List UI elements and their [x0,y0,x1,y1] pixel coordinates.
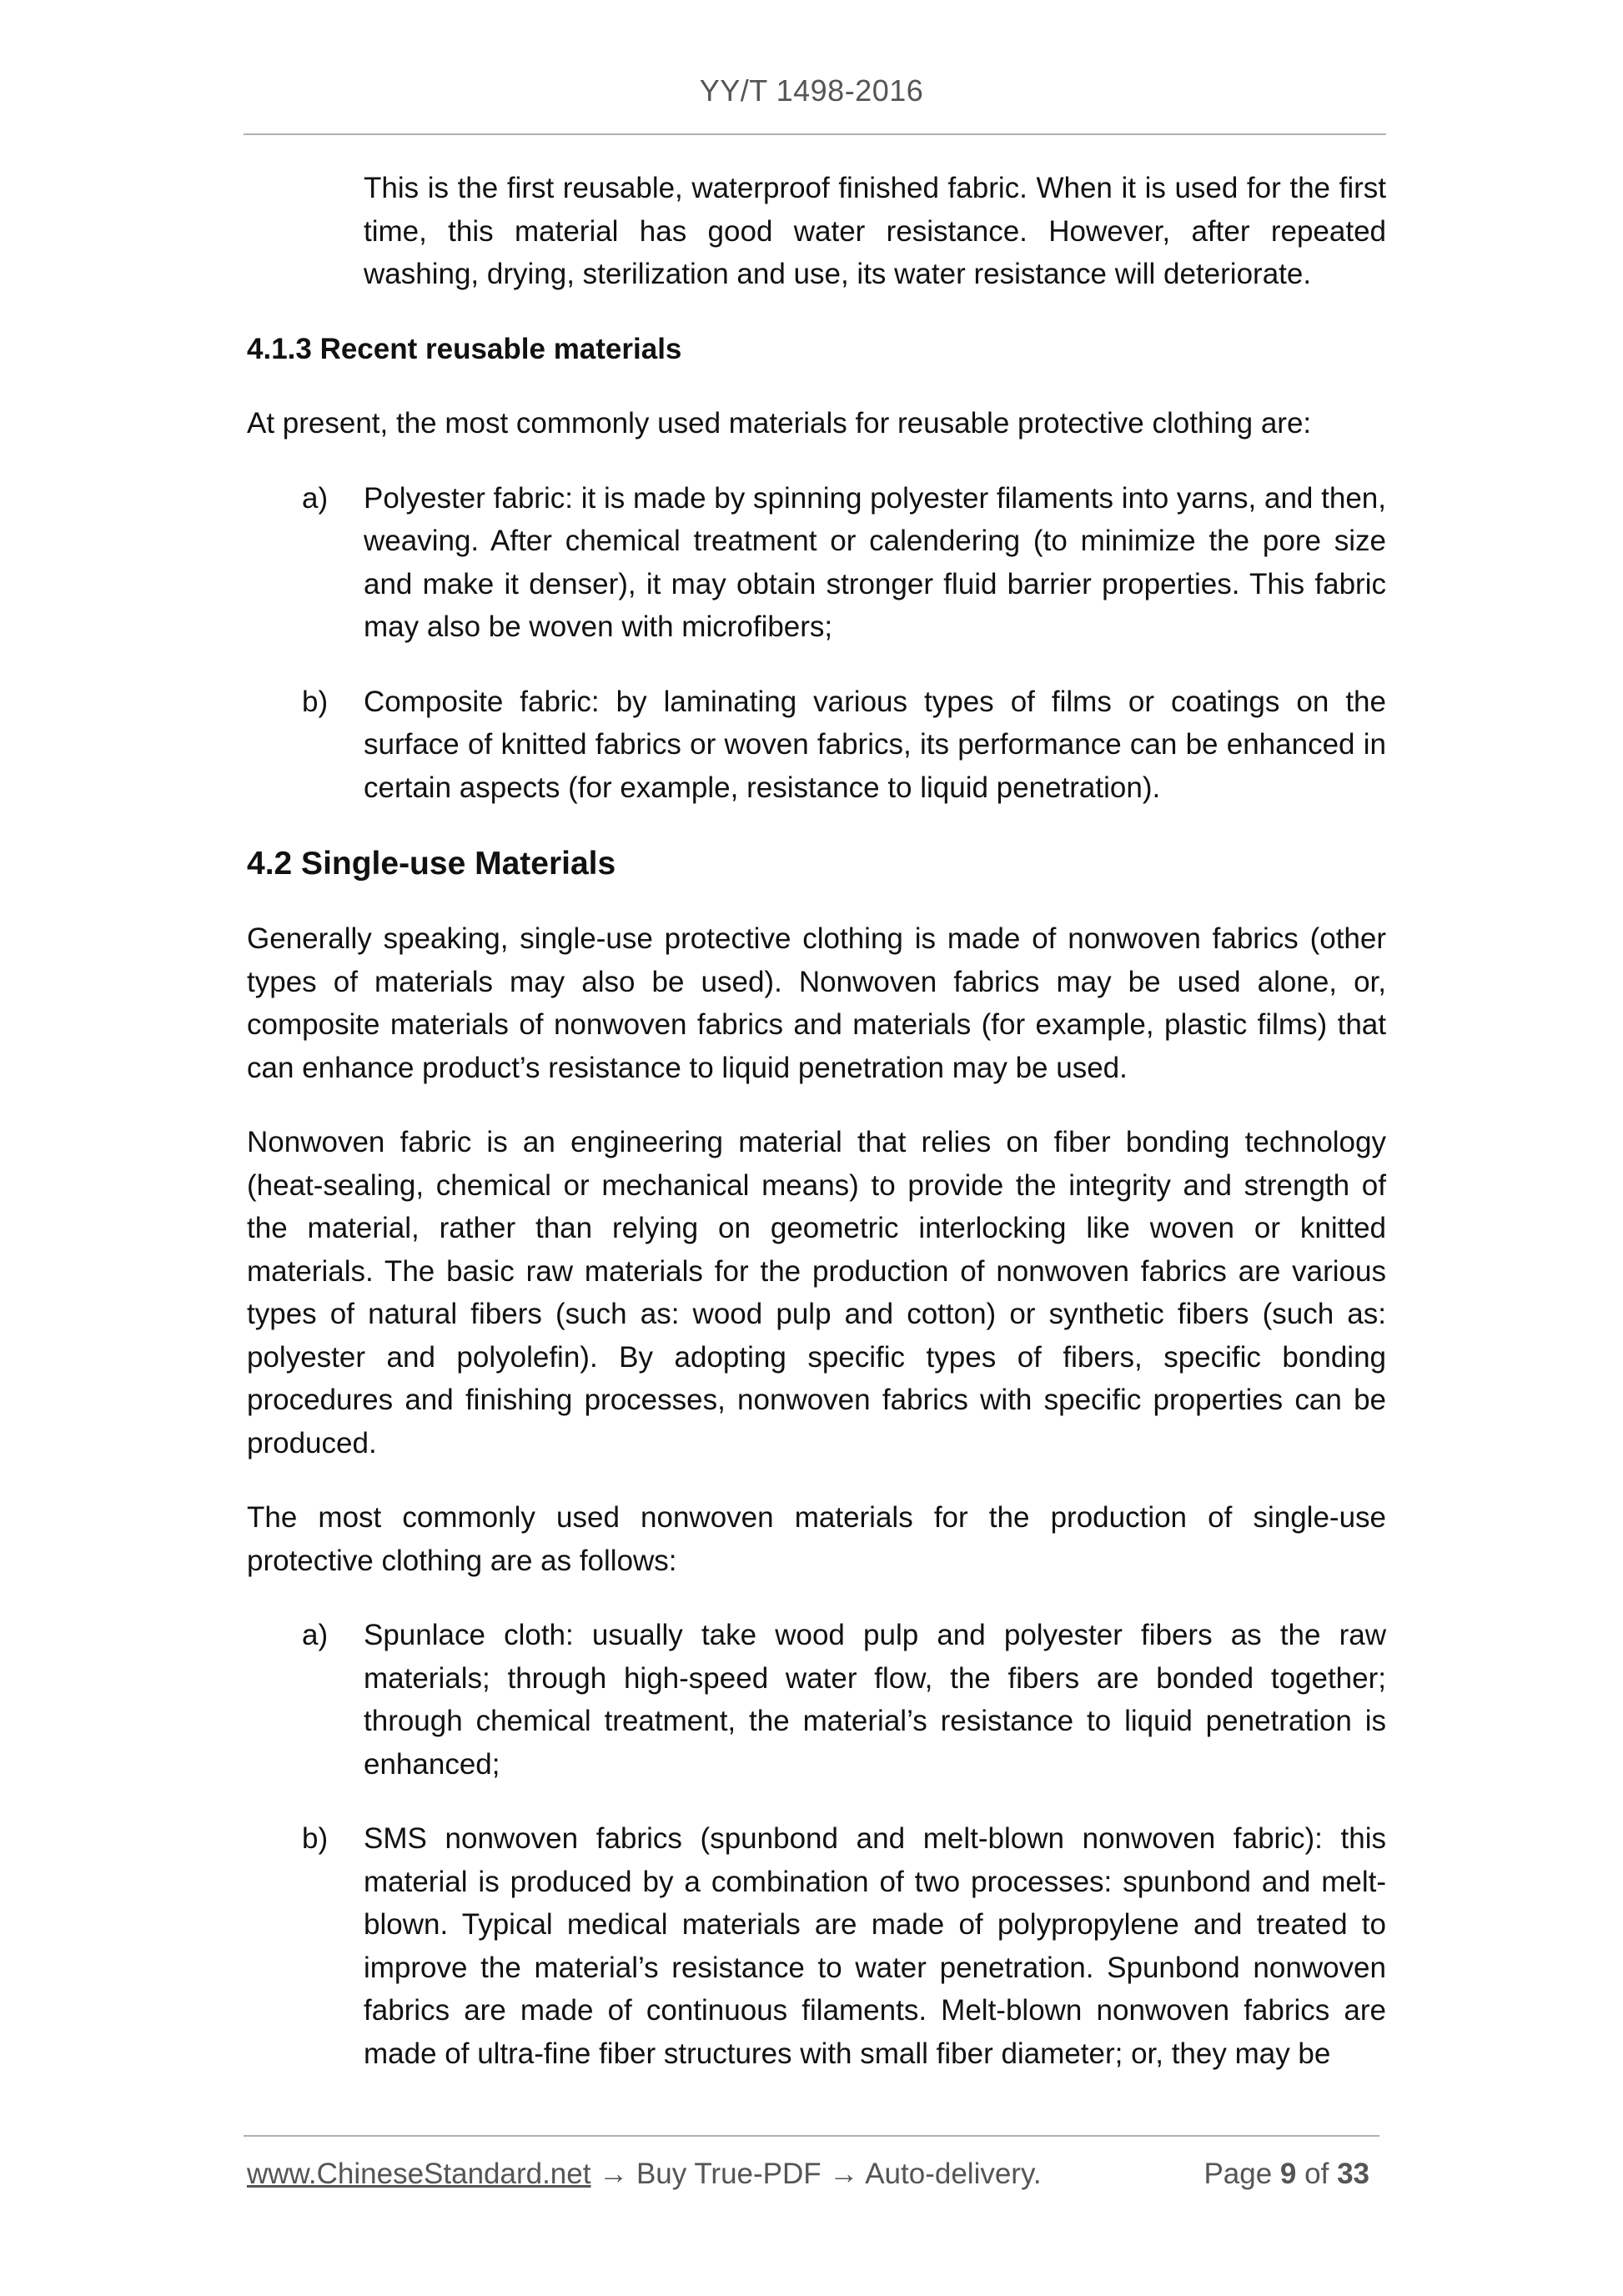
website-link[interactable]: www.ChineseStandard.net [247,2158,591,2190]
footer-purchase-line [247,2158,1042,2191]
of-label: of [1304,2158,1329,2190]
page-number-indicator [1203,2158,1369,2191]
list-marker: b) [302,685,329,718]
list-item [247,1614,1386,1786]
list-item-text: Spunlace cloth: usually take wood pulp and polyester fibers as the raw materials; through high-speed water flow, the fibers are bonded together; through chemical treatment, the material’s resistance to liquid penetration is enhanced; [364,1619,1386,1781]
list-marker: a) [302,1619,329,1651]
list-marker: b) [302,1822,329,1855]
page-label: Page [1203,2158,1273,2190]
auto-delivery-text: Auto-delivery. [865,2158,1042,2190]
total-pages-number: 33 [1337,2158,1369,2190]
document-body [247,167,1386,2107]
arrow-right-icon: → [829,2158,859,2190]
section-4-1-3-lead: At present, the most commonly used materials for reusable protective clothing are: [247,407,1312,440]
arrow-right-icon: → [599,2158,629,2190]
list-item-text: SMS nonwoven fabrics (spunbond and melt-blown nonwoven fabric): this material is produced by a combination of two processes: spunbond and melt-blown. Typical medical materials are made of polypropylene and treated to improve the material’s resistance to water penetration. Spunbond nonwoven fabrics are made of continuous filaments. Melt-blown nonwoven fabrics are made of ultra-fine fiber structures with small fiber diameter; or, they may be [364,1822,1386,2070]
list-item [247,681,1386,810]
section-4-2-paragraph-3: The most commonly used nonwoven materials for the production of single-use protective clothing are as follows: [247,1501,1386,1577]
page-footer [247,2158,1379,2199]
section-4-2-heading: 4.2 Single-use Materials [247,846,616,882]
list-item [247,477,1386,649]
intro-paragraph: This is the first reusable, waterproof finished fabric. When it is used for the first time, this material has good water resistance. However, after repeated washing, drying, sterilization and use, its water resistance will deteriorate. [364,172,1386,290]
list-marker: a) [302,481,329,515]
list-item-text: Polyester fabric: it is made by spinning polyester filaments into yarns, and then, weaving. After chemical treatment or calendering (to minimize the pore size and make it denser), it may obtain stronger fluid barrier properties. This fabric may also be woven with microfibers; [364,481,1386,643]
footer-divider [244,2135,1379,2137]
list-item-text: Composite fabric: by laminating various types of films or coatings on the surface of knitted fabrics or woven fabrics, its performance can be enhanced in certain aspects (for example, resistance to liquid penetration). [364,685,1386,804]
list-item [247,1817,1386,2075]
section-4-2-paragraph-1: Generally speaking, single-use protective clothing is made of nonwoven fabrics (other types of materials may also be used). Nonwoven fabrics may be used alone, or, composite materials of nonwoven fabrics and materials (for example, plastic films) that can enhance product’s resistance to liquid penetration may be used. [247,922,1386,1084]
header-divider [244,133,1386,135]
header-standard-code: YY/T 1498-2016 [699,73,924,108]
buy-true-pdf-text: Buy True-PDF [636,2158,822,2190]
section-4-2-paragraph-2: Nonwoven fabric is an engineering material that relies on fiber bonding technology (heat-sealing, chemical or mechanical means) to provide the integrity and strength of the material, rather than relying on geometric interlocking like woven or knitted materials. The basic raw materials for the production of nonwoven fabrics are various types of natural fibers (such as: wood pulp and cotton) or synthetic fibers (such as: polyester and polyolefin). By adopting specific types of fibers, specific bonding procedures and finishing processes, nonwoven fabrics with specific properties can be produced. [247,1126,1386,1459]
section-4-1-3-heading: 4.1.3 Recent reusable materials [247,332,682,365]
current-page-number: 9 [1279,2158,1297,2190]
